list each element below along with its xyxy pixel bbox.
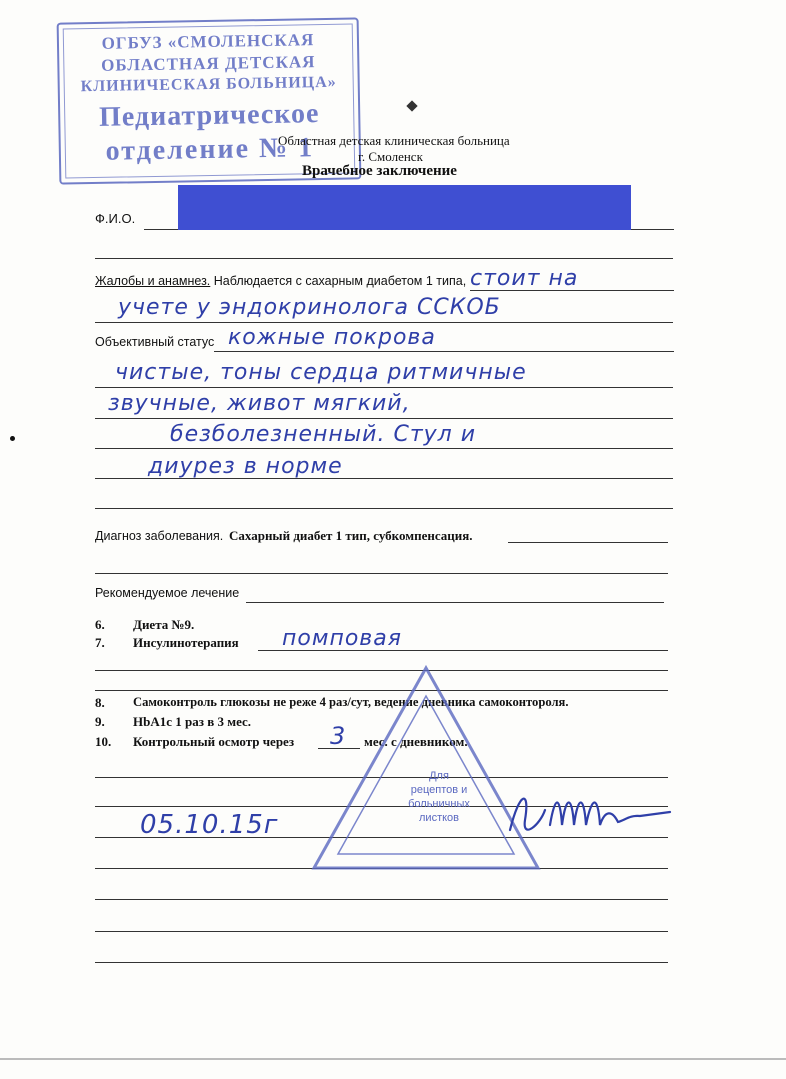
item-num: 8. [95,695,105,710]
rule-line [95,931,668,932]
objective-hw-5: диурез в норме [148,454,343,479]
stamp-line-2: ОБЛАСТНАЯ ДЕТСКАЯ [101,52,316,75]
rule-line [95,322,673,323]
insulin-handwritten: помповая [282,626,402,651]
objective-hw-1: кожные покрова [228,325,436,350]
diagnosis-label: Диагноз заболевания. [95,529,224,543]
redaction-block [178,185,631,230]
item-text: Диета №9. [133,617,195,632]
complaints-handwritten-1: стоит на [470,266,579,291]
stamp-line-3: КЛИНИЧЕСКАЯ БОЛЬНИЦА» [80,73,337,96]
rule-line [95,418,673,419]
stamp-line-4: Педиатрическое [98,98,320,133]
triangle-line-2: рецептов и [410,784,468,796]
complaints-printed: Наблюдается с сахарным диабетом 1 типа, [213,274,467,288]
rule-line [470,290,674,291]
doctor-signature [500,780,700,850]
item-num: 10. [95,734,112,749]
page-bottom-edge [0,1058,786,1060]
rule-line [95,962,668,963]
rule-line [258,650,668,651]
fio-label: Ф.И.О. [95,211,136,226]
rule-line [246,602,664,603]
treatment-label: Рекомендуемое лечение [95,586,240,600]
item-text: Инсулинотерапия [133,635,239,650]
complaints-row [95,274,466,288]
stamp-line-5: отделение № 1 [105,132,315,167]
item-text: Самоконтроль глюкозы не реже 4 раз/сут, ведение дневника самоконтороля. [133,695,569,709]
objective-hw-2: чистые, тоны сердца ритмичные [115,360,527,385]
stamp-line-1: ОГБУЗ «СМОЛЕНСКАЯ [101,30,315,53]
document-title: Врачебное заключение [302,163,457,179]
diagnosis-value: Сахарный диабет 1 тип, субкомпенсация. [229,528,473,543]
rule-line [95,478,673,479]
objective-hw-4: безболезненный. Стул и [170,422,477,447]
rule-line [214,351,674,352]
department-stamp [57,17,362,184]
complaints-handwritten-2: учете у эндокринолога ССКОБ [118,295,501,320]
date-handwritten: 05.10.15г [140,810,279,840]
city: г. Смоленск [358,149,423,164]
rule-line [95,258,673,259]
item-text: HbA1c 1 раз в 3 мес. [133,714,252,729]
triangle-line-3: больничных [408,798,470,810]
triangle-line-1: Для [429,770,449,782]
triangle-line-4: листков [419,812,459,824]
months-handwritten: 3 [330,722,347,750]
complaints-label: Жалобы и анамнез. [95,274,211,288]
hospital-name: Областная детская клиническая больница [278,133,510,148]
objective-hw-3: звучные, живот мягкий, [108,391,411,416]
rule-line [95,387,673,388]
objective-label: Объективный статус [95,335,215,349]
corner-mark [406,100,417,111]
rule-line [508,542,668,543]
item-num: 6. [95,617,105,632]
rule-line [95,573,668,574]
dot-mark [10,436,15,441]
item-text: мес. с дневником. [364,734,468,749]
item-text: Контрольный осмотр через [133,734,295,749]
rule-line [95,899,668,900]
item-num: 9. [95,714,105,729]
rule-line [95,448,673,449]
item-num: 7. [95,635,105,650]
rule-line [95,508,673,509]
